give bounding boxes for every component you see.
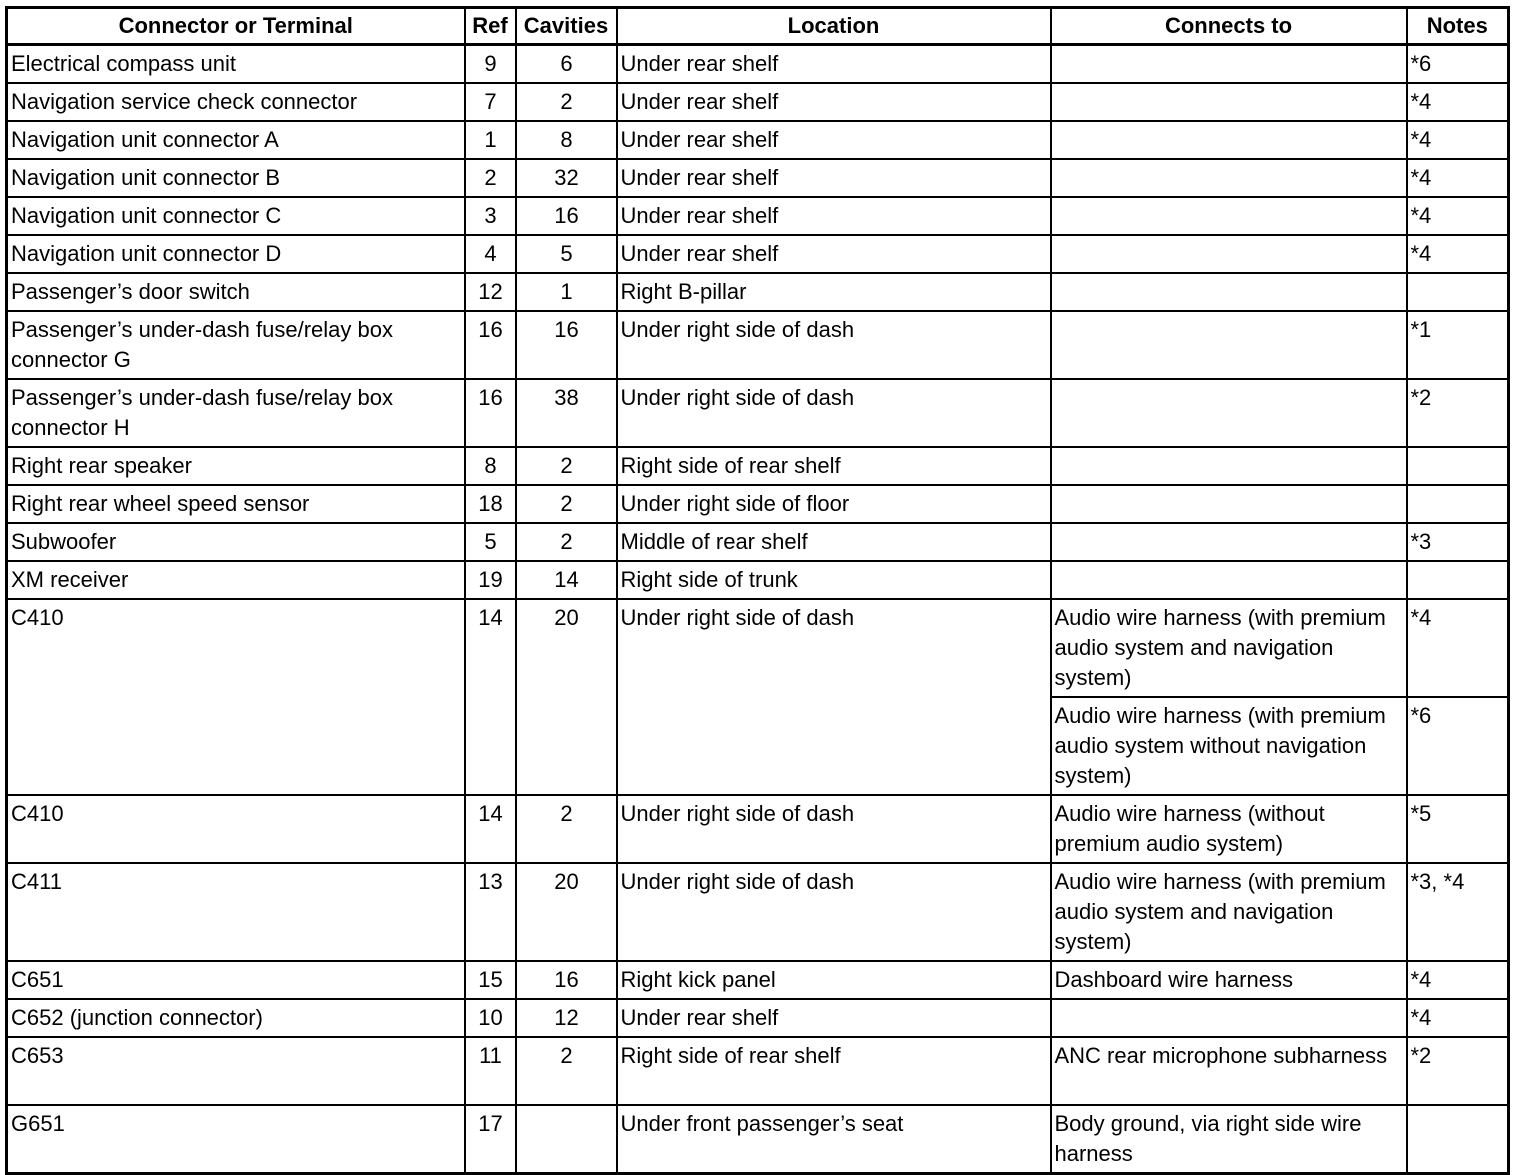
- cell-cavities: 20: [516, 599, 617, 795]
- cell-ref: 1: [465, 121, 516, 159]
- connector-table: [5, 6, 1510, 1175]
- cell-location: Under right side of dash: [617, 599, 1051, 795]
- cell-notes: [1407, 485, 1509, 523]
- cell-connects-to: Body ground, via right side wire harness: [1051, 1105, 1407, 1174]
- table-row: [7, 961, 1509, 999]
- cell-cavities: 1: [516, 273, 617, 311]
- cell-cavities: 14: [516, 561, 617, 599]
- cell-notes: *4: [1407, 235, 1509, 273]
- cell-connects-to: [1051, 379, 1407, 447]
- cell-connects-to: Audio wire harness (without premium audio system): [1051, 795, 1407, 863]
- cell-connects-to: ANC rear microphone subharness: [1051, 1037, 1407, 1105]
- cell-connector: Subwoofer: [7, 523, 465, 561]
- table-row: [7, 379, 1509, 447]
- cell-connector: G651: [7, 1105, 465, 1174]
- cell-cavities: 6: [516, 45, 617, 84]
- cell-notes: *6: [1407, 45, 1509, 84]
- cell-notes: *4: [1407, 599, 1509, 697]
- header-ref: Ref: [465, 8, 516, 45]
- header-connector: Connector or Terminal: [7, 8, 465, 45]
- cell-ref: 16: [465, 379, 516, 447]
- cell-cavities: 20: [516, 863, 617, 961]
- cell-ref: 4: [465, 235, 516, 273]
- cell-connector: C411: [7, 863, 465, 961]
- cell-ref: 16: [465, 311, 516, 379]
- cell-ref: 9: [465, 45, 516, 84]
- cell-notes: *3: [1407, 523, 1509, 561]
- cell-location: Right side of rear shelf: [617, 447, 1051, 485]
- cell-notes: *4: [1407, 83, 1509, 121]
- cell-location: Under rear shelf: [617, 197, 1051, 235]
- cell-location: Right B-pillar: [617, 273, 1051, 311]
- table-row: [7, 45, 1509, 84]
- cell-ref: 13: [465, 863, 516, 961]
- cell-notes: *4: [1407, 961, 1509, 999]
- header-location: Location: [617, 8, 1051, 45]
- cell-connector: Right rear wheel speed sensor: [7, 485, 465, 523]
- cell-notes: *4: [1407, 197, 1509, 235]
- cell-connector: Passenger’s under-dash fuse/relay box connector G: [7, 311, 465, 379]
- cell-connects-to: Audio wire harness (with premium audio system without navigation system): [1051, 697, 1407, 795]
- cell-connector: Electrical compass unit: [7, 45, 465, 84]
- table-row: [7, 599, 1509, 697]
- cell-connector: Navigation unit connector D: [7, 235, 465, 273]
- cell-notes: *4: [1407, 121, 1509, 159]
- cell-cavities: 16: [516, 961, 617, 999]
- cell-connector: Navigation unit connector A: [7, 121, 465, 159]
- cell-notes: *5: [1407, 795, 1509, 863]
- cell-notes: [1407, 273, 1509, 311]
- cell-location: Under right side of floor: [617, 485, 1051, 523]
- table-row: [7, 485, 1509, 523]
- cell-cavities: 8: [516, 121, 617, 159]
- cell-cavities: [516, 1105, 617, 1174]
- cell-cavities: 2: [516, 1037, 617, 1105]
- cell-notes: *4: [1407, 999, 1509, 1037]
- table-row: [7, 1105, 1509, 1174]
- cell-ref: 10: [465, 999, 516, 1037]
- table-row: [7, 1037, 1509, 1105]
- cell-connects-to: [1051, 45, 1407, 84]
- cell-ref: 3: [465, 197, 516, 235]
- cell-location: Under rear shelf: [617, 235, 1051, 273]
- cell-cavities: 2: [516, 795, 617, 863]
- cell-connector: C652 (junction connector): [7, 999, 465, 1037]
- table-row: [7, 273, 1509, 311]
- cell-ref: 14: [465, 795, 516, 863]
- cell-cavities: 5: [516, 235, 617, 273]
- cell-cavities: 32: [516, 159, 617, 197]
- table-row: [7, 159, 1509, 197]
- cell-connector: C410: [7, 795, 465, 863]
- cell-connects-to: [1051, 311, 1407, 379]
- cell-ref: 12: [465, 273, 516, 311]
- cell-ref: 17: [465, 1105, 516, 1174]
- cell-location: Under right side of dash: [617, 311, 1051, 379]
- table-row: [7, 121, 1509, 159]
- cell-notes: *1: [1407, 311, 1509, 379]
- cell-ref: 18: [465, 485, 516, 523]
- cell-location: Under rear shelf: [617, 45, 1051, 84]
- cell-ref: 7: [465, 83, 516, 121]
- cell-cavities: 12: [516, 999, 617, 1037]
- header-cavities: Cavities: [516, 8, 617, 45]
- cell-connector: Right rear speaker: [7, 447, 465, 485]
- cell-location: Middle of rear shelf: [617, 523, 1051, 561]
- header-notes: Notes: [1407, 8, 1509, 45]
- cell-connector: Passenger’s under-dash fuse/relay box connector H: [7, 379, 465, 447]
- cell-connects-to: [1051, 121, 1407, 159]
- cell-notes: *4: [1407, 159, 1509, 197]
- cell-location: Under front passenger’s seat: [617, 1105, 1051, 1174]
- cell-notes: *2: [1407, 1037, 1509, 1105]
- cell-notes: *2: [1407, 379, 1509, 447]
- cell-connects-to: Audio wire harness (with premium audio system and navigation system): [1051, 599, 1407, 697]
- table-row: [7, 561, 1509, 599]
- cell-connects-to: [1051, 83, 1407, 121]
- cell-ref: 15: [465, 961, 516, 999]
- cell-notes: [1407, 447, 1509, 485]
- cell-connector: Navigation unit connector B: [7, 159, 465, 197]
- cell-connector: C653: [7, 1037, 465, 1105]
- cell-connects-to: [1051, 447, 1407, 485]
- cell-connects-to: [1051, 197, 1407, 235]
- cell-location: Under rear shelf: [617, 159, 1051, 197]
- table-row: [7, 447, 1509, 485]
- cell-connector: Navigation unit connector C: [7, 197, 465, 235]
- cell-notes: [1407, 561, 1509, 599]
- cell-connector: Navigation service check connector: [7, 83, 465, 121]
- header-connects-to: Connects to: [1051, 8, 1407, 45]
- cell-connects-to: [1051, 561, 1407, 599]
- cell-location: Under rear shelf: [617, 121, 1051, 159]
- cell-notes: *3, *4: [1407, 863, 1509, 961]
- cell-connector: C651: [7, 961, 465, 999]
- cell-location: Under right side of dash: [617, 863, 1051, 961]
- cell-cavities: 16: [516, 311, 617, 379]
- table-row: [7, 863, 1509, 961]
- cell-notes: *6: [1407, 697, 1509, 795]
- cell-notes: [1407, 1105, 1509, 1174]
- cell-connector: C410: [7, 599, 465, 795]
- cell-connector: XM receiver: [7, 561, 465, 599]
- cell-connects-to: Dashboard wire harness: [1051, 961, 1407, 999]
- table-row: [7, 83, 1509, 121]
- cell-connects-to: Audio wire harness (with premium audio system and navigation system): [1051, 863, 1407, 961]
- cell-location: Right side of trunk: [617, 561, 1051, 599]
- cell-connects-to: [1051, 485, 1407, 523]
- cell-connects-to: [1051, 523, 1407, 561]
- cell-connects-to: [1051, 159, 1407, 197]
- cell-ref: 2: [465, 159, 516, 197]
- cell-cavities: 2: [516, 447, 617, 485]
- cell-connector: Passenger’s door switch: [7, 273, 465, 311]
- cell-connects-to: [1051, 999, 1407, 1037]
- cell-connects-to: [1051, 273, 1407, 311]
- cell-location: Right kick panel: [617, 961, 1051, 999]
- cell-cavities: 2: [516, 523, 617, 561]
- table-row: [7, 795, 1509, 863]
- cell-ref: 19: [465, 561, 516, 599]
- cell-location: Right side of rear shelf: [617, 1037, 1051, 1105]
- cell-ref: 14: [465, 599, 516, 795]
- cell-ref: 8: [465, 447, 516, 485]
- cell-location: Under right side of dash: [617, 795, 1051, 863]
- table-row: [7, 523, 1509, 561]
- cell-connects-to: [1051, 235, 1407, 273]
- cell-cavities: 2: [516, 485, 617, 523]
- table-row: [7, 197, 1509, 235]
- cell-cavities: 16: [516, 197, 617, 235]
- table-row: [7, 235, 1509, 273]
- header-row: [7, 8, 1509, 45]
- cell-location: Under right side of dash: [617, 379, 1051, 447]
- cell-location: Under rear shelf: [617, 83, 1051, 121]
- cell-cavities: 38: [516, 379, 617, 447]
- cell-cavities: 2: [516, 83, 617, 121]
- cell-ref: 5: [465, 523, 516, 561]
- cell-location: Under rear shelf: [617, 999, 1051, 1037]
- cell-ref: 11: [465, 1037, 516, 1105]
- table-row: [7, 311, 1509, 379]
- table-row: [7, 999, 1509, 1037]
